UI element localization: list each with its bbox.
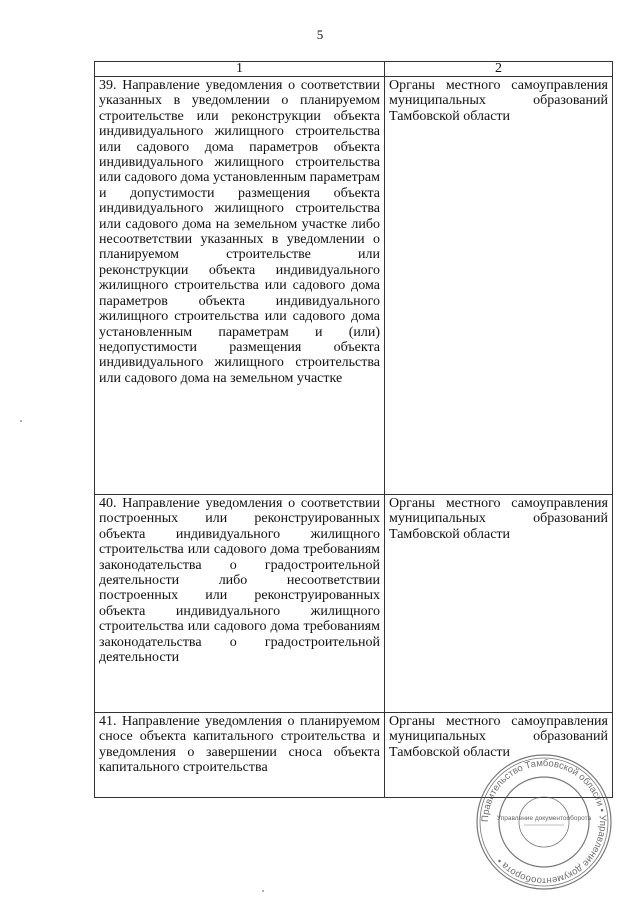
column-header-1: 1: [95, 62, 385, 77]
scan-speck: [262, 890, 264, 892]
table-header-row: [95, 62, 613, 77]
authority-cell: Органы местного самоуправления муниципальных образований Тамбовской области: [385, 713, 613, 798]
official-seal-stamp: [474, 752, 614, 892]
authority-cell: Органы местного самоуправления муниципальных образований Тамбовской области: [385, 77, 613, 495]
service-cell: 39. Направление уведомления о соответствии указанных в уведомлении о планируемом строительстве или реконструкции объекта индивидуального жилищного строительства или садового дома параметров объекта индивидуального жилищного строительства или садового дома установленным параметрам и допустимости размещения объекта индивидуального жилищного строительства или садового дома на земельном участке либо несоответствии указанных в уведомлении о планируемом строительстве или реконструкции объекта индивидуального жилищного строительства или садового дома параметров объекта индивидуального жилищного строительства или садового дома установленным параметрам и (или) недопустимости размещения объекта индивидуального жилищного строительства или садового дома на земельном участке: [95, 77, 385, 495]
seal-outer-ring: [477, 755, 611, 889]
scan-speck: [20, 420, 22, 422]
seal-graphic: [477, 755, 611, 889]
column-header-2: 2: [385, 62, 613, 77]
seal-center-ring: [519, 797, 569, 847]
table-row: [95, 495, 613, 713]
services-table: [94, 61, 613, 798]
service-cell: 41. Направление уведомления о планируемом сносе объекта капитального строительства и уведомления о завершении сноса объекта капитального строительства: [95, 713, 385, 798]
seal-outer-text: Правительство Тамбовской области • Управление документооборота •: [479, 757, 609, 887]
seal-inner-ring: [499, 777, 589, 867]
table-row: [95, 77, 613, 495]
seal-inner-text: Управление документооборота: [496, 815, 592, 822]
service-cell: 40. Направление уведомления о соответствии построенных или реконструированных объекта индивидуального жилищного строительства или садового дома требованиям законодательства о градостроительной деятельности либо несоответствии построенных или реконструированных объекта индивидуального жилищного строительства или садового дома требованиям законодательства о градостроительной деятельности: [95, 495, 385, 713]
authority-cell: Органы местного самоуправления муниципальных образований Тамбовской области: [385, 495, 613, 713]
page-number: 5: [316, 27, 324, 42]
